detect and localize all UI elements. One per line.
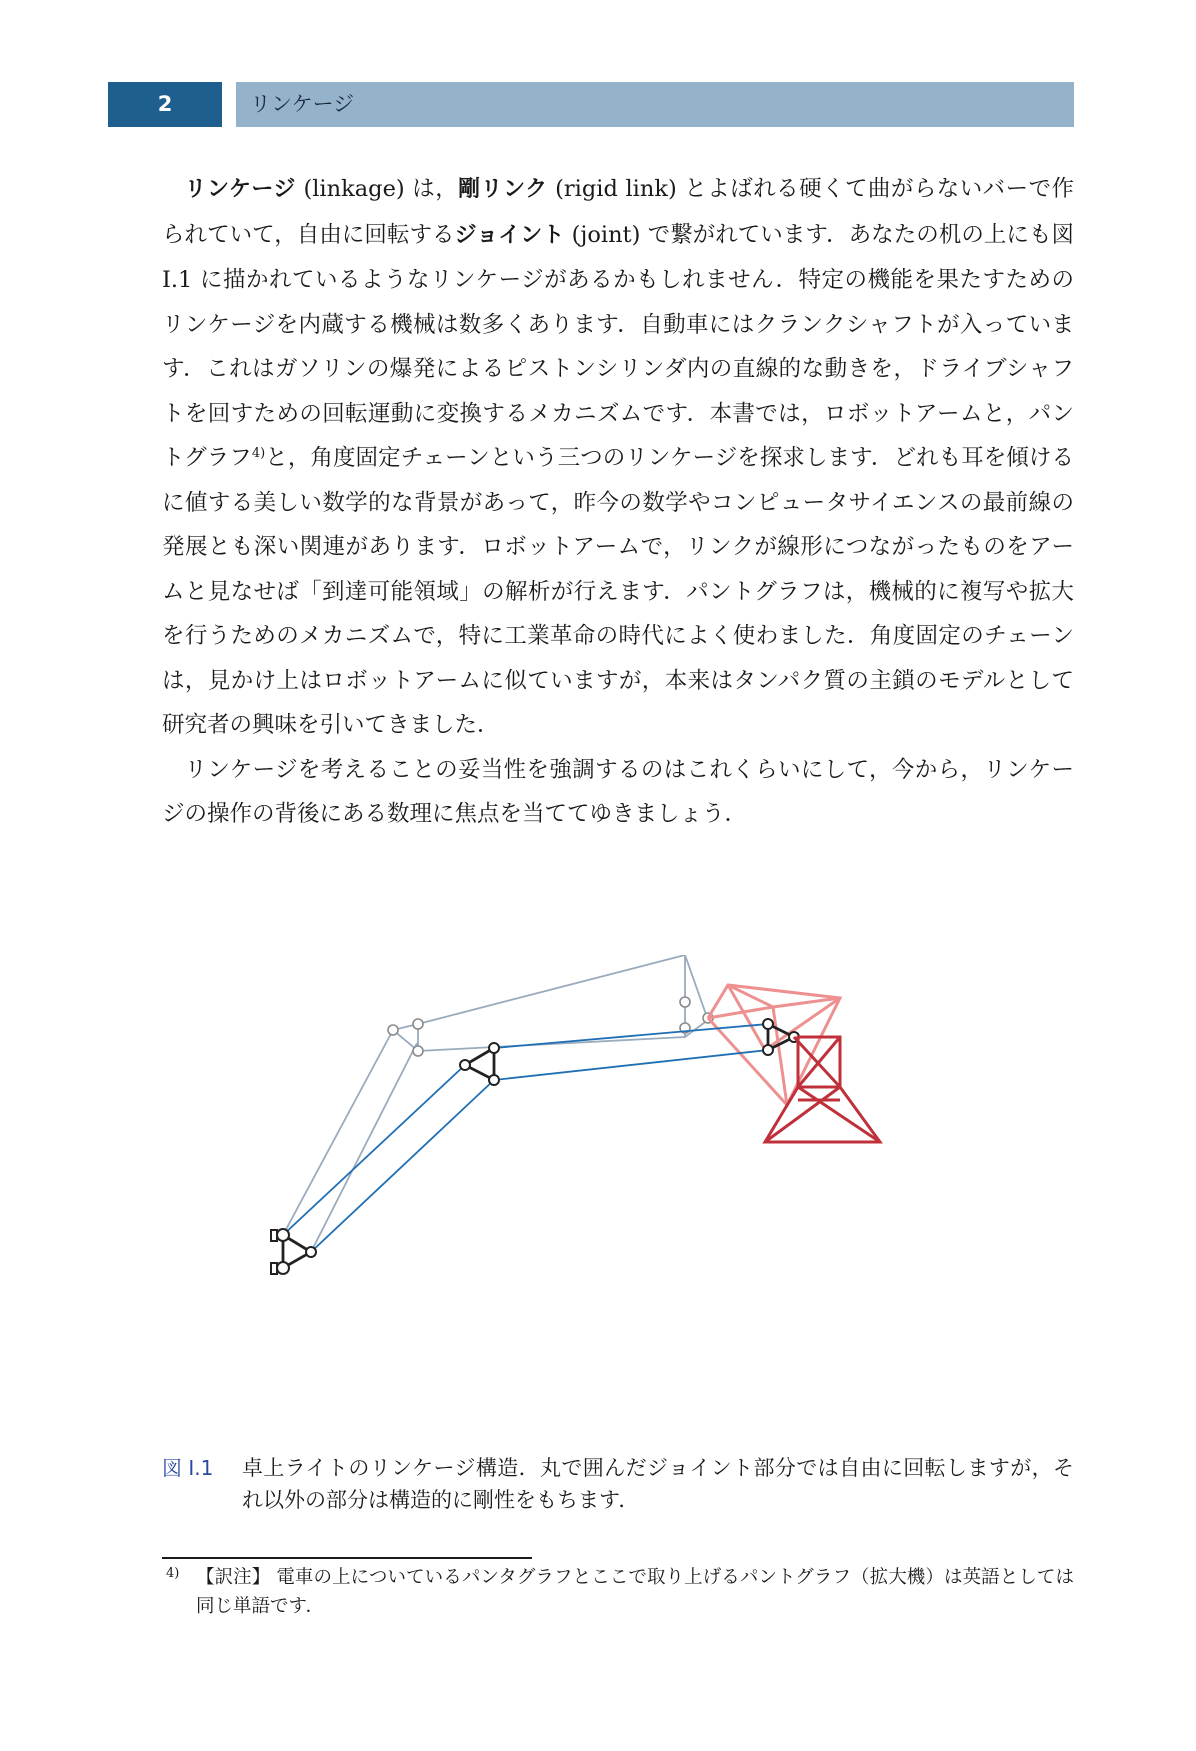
lamp-head-strut <box>798 1087 880 1142</box>
joint-circle <box>680 997 690 1007</box>
lamp-head-outline <box>765 1087 880 1142</box>
caption-text: 卓上ライトのリンケージ構造．丸で囲んだジョイント部分では自由に回転しますが，それ以外の部分は構造的に剛性をもちます． <box>242 1456 1074 1512</box>
blue-lamp-arm <box>283 1024 768 1252</box>
red-lamp-head <box>765 1037 880 1142</box>
desk-lamp-linkage-figure <box>250 955 1000 1425</box>
blue-link <box>283 1065 465 1235</box>
base-mount-block <box>271 1263 277 1274</box>
paragraph-text: (joint) で繋がれています．あなたの机の上にも図 I.1 に描かれているようなリンケージがあるかもしれません．特定の機能を果たすためのリンケージを内蔵する機械は数多くあります．自動車にはクランクシャフトが入っています．これはガソリンの爆発によるピストンシリンダ内の直線的な動きを，ドライブシャフトを回すための回転運動に変換するメカニズムです．本書では，ロボットアームと，パントグラフ <box>162 221 1075 471</box>
chapter-title-bar <box>236 82 1074 127</box>
gray-lamp-arm <box>283 955 708 1252</box>
paragraph-1 <box>162 167 1074 748</box>
term-rigid-link: 剛リンク <box>458 177 548 202</box>
base-joint-circle <box>277 1229 289 1241</box>
paragraph-2: リンケージを考えることの妥当性を強調するのはこれくらいにして，今から，リンケージの操作の背後にある数理に焦点を当ててゆきましょう． <box>162 756 1074 827</box>
dark-joint-circles <box>277 1019 799 1274</box>
paragraph-text: と，角度固定チェーンという三つのリンケージを探求します．どれも耳を傾けるに値する美しい数学的な背景があって，昨今の数学やコンピュータサイエンスの最前線の発展とも深い関連があります．ロボットアームで，リンクが線形につながったものをアームと見なせば「到達可能領域」の解析が行えます．パントグラフは，機械的に複写や拡大を行うためのメカニズムで，特に工業革命の時代によく使わました．角度固定のチェーンは，見かけ上はロボットアームに似ていますが，本来はタンパク質の主鎖のモデルとして研究者の興味を引いてきました． <box>162 445 1074 738</box>
figure-label: 図 I.1 <box>162 1456 214 1480</box>
gray-link <box>418 955 685 1024</box>
blue-link <box>311 1080 494 1252</box>
footnote-mark: 4) <box>166 1566 180 1581</box>
blue-link <box>494 1024 768 1048</box>
running-header <box>108 82 1074 127</box>
joint-circle <box>460 1060 470 1070</box>
footnote-text: 【訳注】 電車の上についているパンタグラフとここで取り上げるパントグラフ（拡大機）は英語としては同じ単語です． <box>196 1567 1074 1617</box>
gray-link <box>311 1043 417 1252</box>
chapter-title: リンケージ <box>250 92 355 116</box>
paragraph-text: (rigid link) とよばれる硬くて曲がらないバーで作られていて，自由に回転する <box>162 176 1075 248</box>
page-number: 2 <box>108 82 222 127</box>
blue-link <box>494 1050 768 1080</box>
footnote-rule <box>162 1557 532 1559</box>
joint-circle <box>763 1019 773 1029</box>
joint-circle <box>413 1019 423 1029</box>
footnote-reference[interactable]: 4) <box>251 446 266 461</box>
base-joint-circle <box>277 1262 289 1274</box>
blue-joints <box>283 1024 794 1268</box>
joint-circle <box>489 1043 499 1053</box>
body-text <box>162 167 1074 837</box>
joint-circle <box>489 1075 499 1085</box>
gray-joints <box>388 997 713 1056</box>
joint-circle <box>413 1046 423 1056</box>
base-mount-block <box>271 1230 277 1241</box>
term-linkage: リンケージ <box>184 177 296 202</box>
gray-link <box>418 1037 685 1051</box>
gray-link <box>283 1030 393 1235</box>
base-mount <box>271 1230 277 1274</box>
joint-circle <box>388 1025 398 1035</box>
paragraph-text: (linkage) は， <box>295 176 459 202</box>
base-joint-circle <box>306 1247 316 1257</box>
term-joint: ジョイント <box>454 222 565 248</box>
joint-circle <box>763 1045 773 1055</box>
